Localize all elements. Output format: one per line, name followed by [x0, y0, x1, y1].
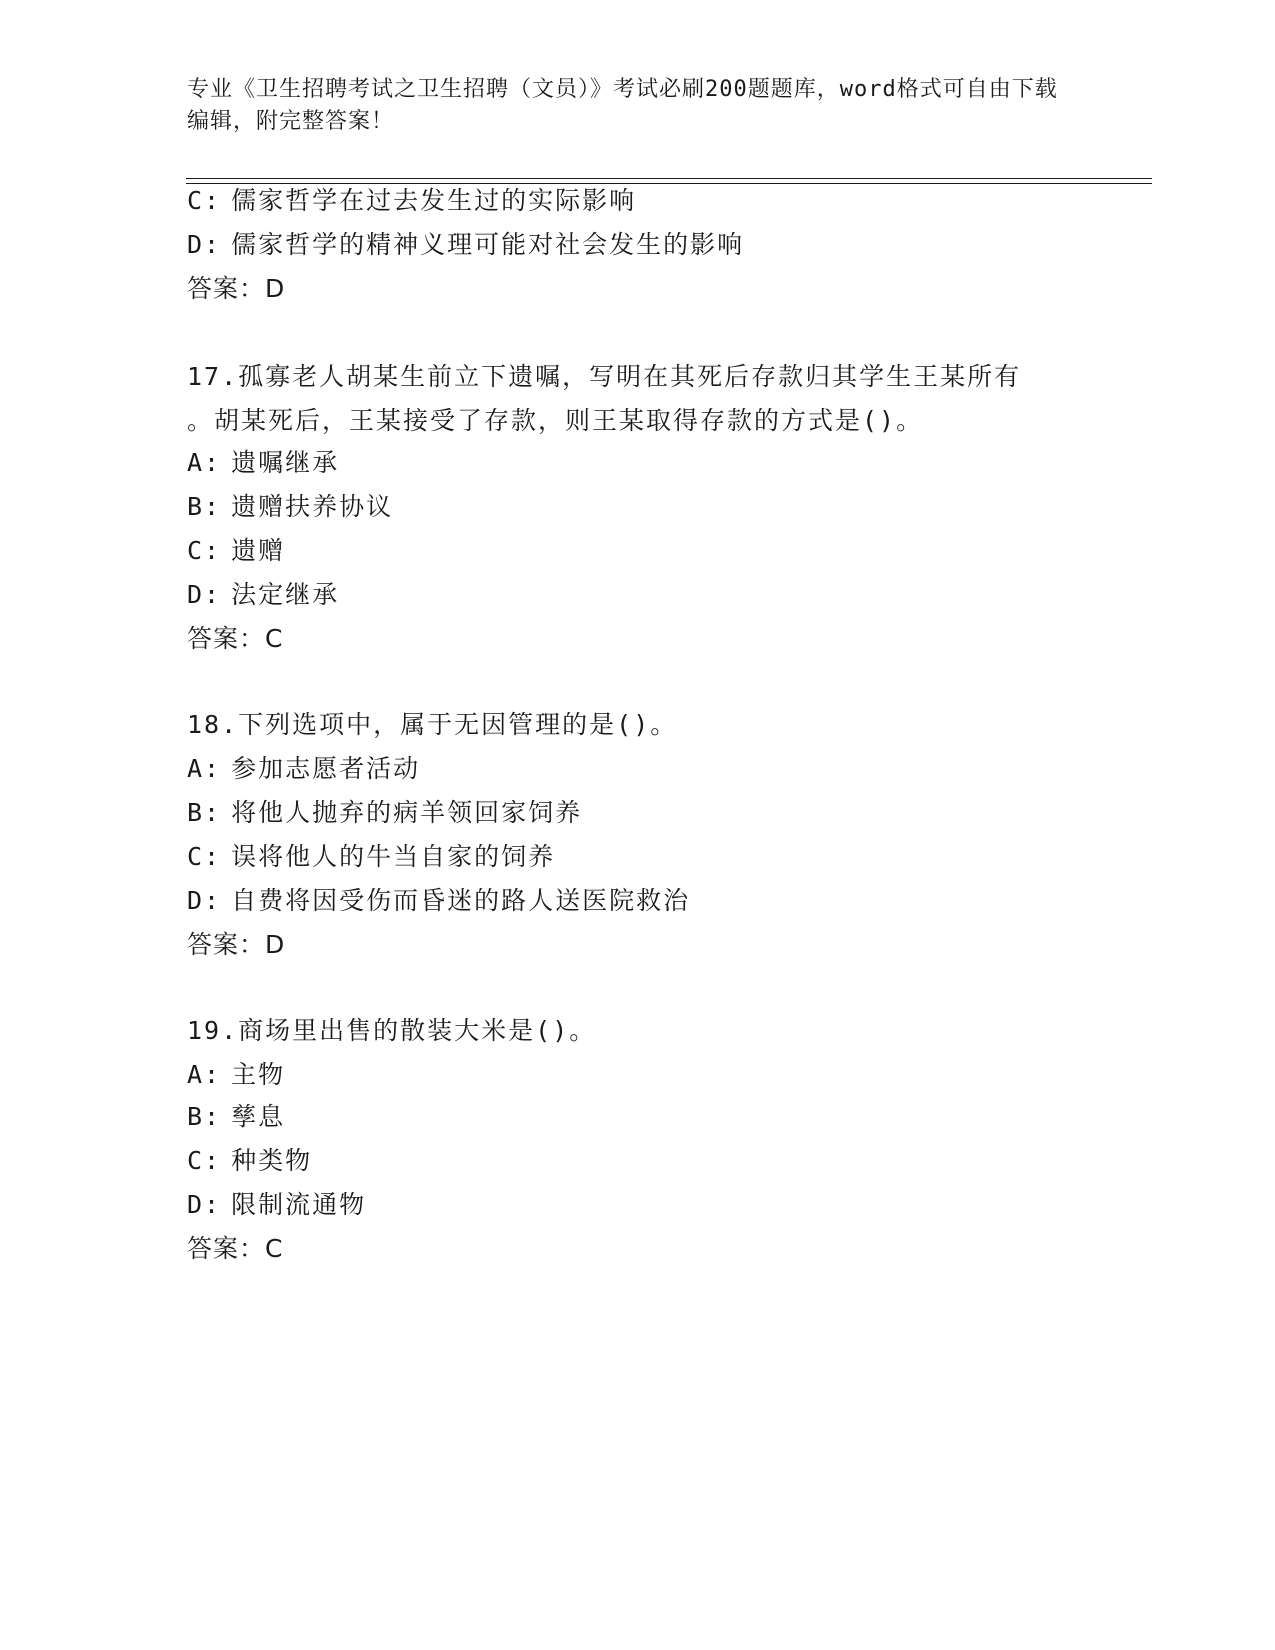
option-letter: A: — [187, 448, 222, 477]
option-text: 自费将因受伤而昏迷的路人送医院救治 — [231, 886, 691, 915]
option-letter: B: — [187, 492, 222, 521]
option-text: 法定继承 — [231, 580, 340, 609]
option-c — [187, 536, 285, 566]
option-text: 遗赠扶养协议 — [231, 492, 394, 521]
option-a — [187, 754, 420, 784]
answer-label: 答案：C — [187, 1234, 284, 1263]
option-d — [187, 230, 744, 260]
option-letter: D: — [187, 886, 222, 915]
option-text: 孳息 — [231, 1102, 286, 1131]
answer-label: 答案：D — [187, 930, 286, 959]
answer-label: 答案：D — [187, 274, 286, 303]
option-text: 参加志愿者活动 — [231, 754, 421, 783]
option-a — [187, 1060, 285, 1090]
question-stem: 17.孤寡老人胡某生前立下遗嘱，写明在其死后存款归其学生王某所有 — [187, 362, 1022, 391]
option-c — [187, 1146, 312, 1176]
option-text: 主物 — [231, 1060, 286, 1089]
option-letter: A: — [187, 1060, 222, 1089]
option-text: 遗嘱继承 — [231, 448, 340, 477]
option-d — [187, 886, 690, 916]
header-divider-bottom — [186, 183, 1152, 184]
option-b — [187, 1102, 285, 1132]
question-stem: 18.下列选项中，属于无因管理的是()。 — [187, 710, 678, 739]
question-stem: 19.商场里出售的散装大米是()。 — [187, 1016, 597, 1045]
document-intro: 专业《卫生招聘考试之卫生招聘（文员）》考试必刷200题题库，word格式可自由下载编辑，附完整答案！ — [187, 77, 1058, 134]
option-text: 将他人抛弃的病羊领回家饲养 — [231, 798, 583, 827]
question-stem-continued: 。胡某死后，王某接受了存款，则王某取得存款的方式是()。 — [187, 406, 924, 435]
option-text: 遗赠 — [231, 536, 286, 565]
option-b — [187, 492, 393, 522]
option-letter: C: — [187, 186, 222, 215]
option-letter: D: — [187, 1190, 222, 1219]
option-b — [187, 798, 582, 828]
option-letter: D: — [187, 580, 222, 609]
option-c — [187, 842, 555, 872]
option-d — [187, 1190, 366, 1220]
header-divider-top — [186, 178, 1152, 179]
option-letter: D: — [187, 230, 222, 259]
answer-label: 答案：C — [187, 624, 284, 653]
option-d — [187, 580, 339, 610]
option-letter: B: — [187, 1102, 222, 1131]
option-text: 种类物 — [231, 1146, 313, 1175]
option-letter: B: — [187, 798, 222, 827]
option-text: 误将他人的牛当自家的饲养 — [231, 842, 556, 871]
option-text: 儒家哲学在过去发生过的实际影响 — [231, 186, 637, 215]
option-text: 限制流通物 — [231, 1190, 367, 1219]
option-text: 儒家哲学的精神义理可能对社会发生的影响 — [231, 230, 745, 259]
option-letter: C: — [187, 1146, 222, 1175]
option-c — [187, 186, 636, 216]
option-letter: A: — [187, 754, 222, 783]
option-letter: C: — [187, 536, 222, 565]
option-a — [187, 448, 339, 478]
option-letter: C: — [187, 842, 222, 871]
